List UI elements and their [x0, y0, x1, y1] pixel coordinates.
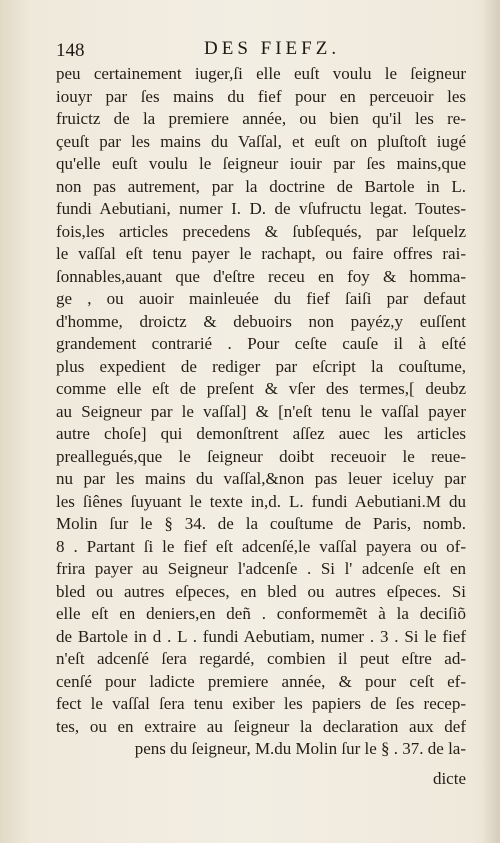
- body-text: [56, 63, 466, 761]
- text-line: çeuſt par les mains du Vaſſal, et euſt on pluſtoſt iugé: [56, 131, 466, 151]
- text-line: bled ou autres eſpeces, en bled ou autres eſpeces. Si: [56, 581, 466, 601]
- text-line: Molin ſur le § 34. de la couſtume de Paris, nomb.: [56, 514, 466, 533]
- text-line: ge , ou auoir mainleuée du fief ſaiſi par defaut: [56, 289, 466, 308]
- text-line: au Seigneur par le vaſſal] & [n'eſt tenu le vaſſal payer: [56, 401, 466, 421]
- text-line: plus expedient de rediger par eſcript la couſtume,: [56, 356, 466, 376]
- text-line: d'homme, droictz & debuoirs non payéz,y euſſent: [56, 311, 466, 331]
- text-line: ſonnables,auant que d'eſtre receu en foy & homma-: [56, 266, 466, 286]
- text-line: fois,les articles precedens & ſubſequés, par leſquelz: [56, 221, 466, 241]
- text-line: nu par les mains du vaſſal,&non pas leuer iceluy par: [56, 469, 466, 488]
- running-head: DES FIEFZ.: [204, 38, 341, 59]
- text-line: comme elle eſt de preſent & vſer des termes,[ deubz: [56, 379, 466, 398]
- text-line: les ſiênes ſuyuant le texte in,d. L. fundi Aebutiani.M du: [56, 491, 466, 511]
- text-line: fruictz de la premiere année, ou bien qu'il les re-: [56, 109, 466, 128]
- text-line: fect le vaſſal ſera tenu exiber les papiers de ſes recep-: [56, 694, 466, 713]
- text-line: de Bartole in d . L . fundi Aebutiam, numer . 3 . Si le fief: [56, 626, 466, 646]
- text-line: le vaſſal eſt tenu payer le rachapt, ou faire offres rai-: [56, 244, 466, 263]
- text-line: 8 . Partant ſi le fief eſt adcenſé,le vaſſal payera ou of-: [56, 536, 466, 556]
- text-line: peu certainement iuger,ſi elle euſt voulu le ſeigneur: [56, 64, 466, 83]
- text-line: autre choſe] qui demonſtrent aſſez auec les articles: [56, 424, 466, 443]
- text-line: iouyr par ſes mains du fief pour en perceuoir les: [56, 86, 466, 106]
- text-line: pens du ſeigneur, M.du Molin ſur le § . 37. de la-: [134, 739, 466, 758]
- text-line: elle eſt en deniers,en deñ . conformemẽt à la deciſiõ: [56, 604, 466, 623]
- catchword: dicte: [432, 769, 466, 788]
- text-line: n'eſt adcenſé ſera regardé, combien il peut eſtre ad-: [56, 649, 466, 668]
- text-line: non pas autrement, par la doctrine de Bartole in L.: [56, 176, 466, 196]
- text-line: qu'elle euſt voulu le ſeigneur iouir par ſes mains,que: [56, 154, 466, 173]
- text-line: cenſé pour ladicte premiere année, & pour ceſt ef-: [56, 671, 466, 691]
- text-line: frira payer au Seigneur l'adcenſe . Si l' adcenſe eſt en: [56, 559, 466, 578]
- text-line: preallegués,que le ſeigneur doibt receuoir le reue-: [56, 446, 466, 466]
- text-line: fundi Aebutiani, numer I. D. de vſufructu legat. Toutes-: [56, 199, 466, 218]
- text-line: grandement contrarié . Pour ceſte cauſe il à eſté: [56, 334, 466, 353]
- page-header: [56, 36, 466, 64]
- page-number: 148: [56, 40, 85, 61]
- text-line: tes, ou en extraire au ſeigneur la declaration aux def: [56, 716, 466, 736]
- page-edge-shadow: [482, 0, 500, 843]
